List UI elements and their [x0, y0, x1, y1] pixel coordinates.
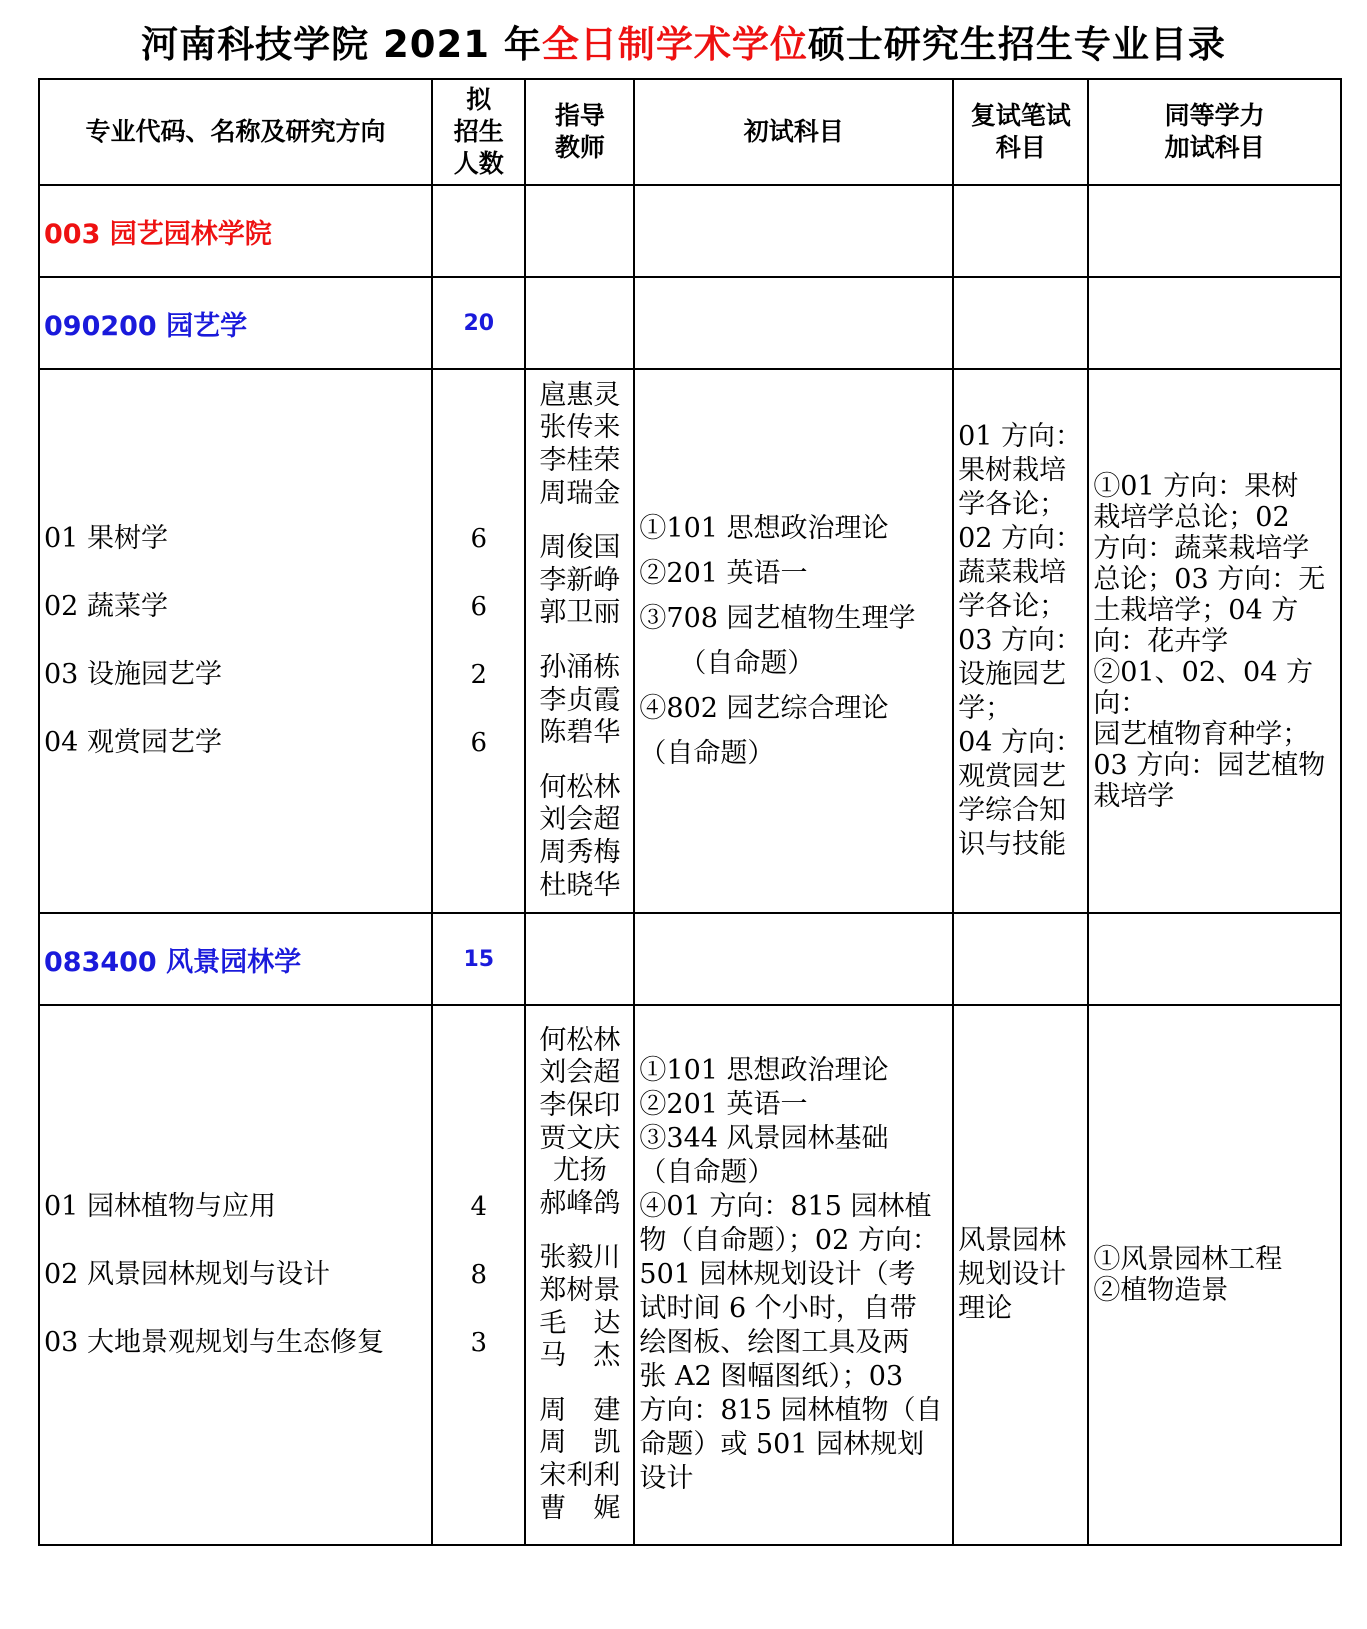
title-part-3: 硕士研究生招生专业目录 — [807, 23, 1226, 66]
retest-line: 识与技能 — [958, 829, 1067, 860]
retest-line: 03 方向： — [958, 625, 1083, 656]
teacher-name: 李贞霞 — [539, 684, 621, 716]
header-quota-line: 招生 — [453, 117, 504, 146]
retest-line: 理论 — [958, 1293, 1013, 1324]
teacher-name: 郝峰鸽 — [539, 1187, 621, 1219]
direction-item: 03 设施园艺学 — [44, 659, 222, 690]
equiv-line: 园艺植物育种学； — [1093, 718, 1310, 750]
direction-item: 01 果树学 — [44, 523, 168, 554]
equiv-line: 栽培学 — [1093, 780, 1175, 812]
direction-quota: 8 — [470, 1260, 488, 1290]
header-quota-line: 拟 — [466, 85, 492, 114]
direction-item: 03 大地景观规划与生态修复 — [44, 1327, 384, 1358]
major-row — [39, 913, 1341, 1005]
equiv-line: 土栽培学；04 方 — [1093, 594, 1299, 626]
exam-subject-line: 设计 — [639, 1463, 694, 1494]
header-retest-line: 复试笔试 — [970, 101, 1071, 130]
teacher-name: 杜晓华 — [539, 869, 621, 901]
direction-item: 02 风景园林规划与设计 — [44, 1259, 330, 1290]
teacher-name: 贾文庆 — [539, 1122, 621, 1154]
teacher-name: 周秀梅 — [539, 836, 621, 868]
header-row — [39, 79, 1341, 185]
college-row — [39, 185, 1341, 277]
major-quota: 20 — [432, 277, 525, 369]
direction-detail-row — [39, 369, 1341, 913]
direction-item: 02 蔬菜学 — [44, 591, 168, 622]
retest-subjects — [953, 369, 1088, 913]
exam-subject-line: 张 A2 图幅图纸）；03 — [639, 1361, 904, 1392]
teacher-name: 李保印 — [539, 1090, 621, 1122]
direction-quota: 6 — [470, 728, 488, 758]
college-name: 003 园艺园林学院 — [39, 185, 432, 277]
equiv-line: 向：花卉学 — [1093, 625, 1229, 657]
teacher-name: 何松林 — [539, 771, 621, 803]
retest-line: 学各论； — [958, 489, 1067, 520]
equiv-line: ②植物造景 — [1093, 1275, 1229, 1306]
teacher-name: 周 建 — [539, 1394, 621, 1426]
header-teacher — [525, 79, 634, 185]
equiv-subjects — [1088, 1005, 1341, 1545]
direction-item: 04 观赏园艺学 — [44, 727, 222, 758]
exam-subject-line: 501 园林规划设计（考 — [639, 1259, 916, 1290]
teacher-name: 周俊国 — [539, 532, 621, 564]
teacher-name: 刘会超 — [539, 804, 621, 836]
retest-line: 规划设计 — [958, 1259, 1067, 1290]
retest-line: 设施园艺 — [958, 659, 1067, 690]
retest-line: 学； — [958, 693, 1013, 724]
header-retest — [953, 79, 1088, 185]
direction-detail-row — [39, 1005, 1341, 1545]
direction-item: 01 园林植物与应用 — [44, 1191, 276, 1222]
teacher-name: 曹 娓 — [539, 1492, 621, 1524]
teacher-name: 宋利利 — [539, 1459, 621, 1491]
header-major: 专业代码、名称及研究方向 — [39, 79, 432, 185]
retest-subjects — [953, 1005, 1088, 1545]
header-retest-line: 科目 — [995, 133, 1046, 162]
exam-subject-line: ①101 思想政治理论 — [639, 513, 889, 544]
equiv-line: ②01、02、04 方向： — [1093, 656, 1313, 719]
exam-subject-line: 物（自命题）；02 方向： — [639, 1225, 939, 1256]
retest-line: 蔬菜栽培 — [958, 557, 1067, 588]
header-equiv-line: 同等学力 — [1164, 101, 1265, 130]
equiv-line: 03 方向：园艺植物 — [1093, 749, 1326, 781]
retest-line: 果树栽培 — [958, 455, 1067, 486]
direction-list — [39, 1005, 432, 1545]
teacher-name: 扈惠灵 — [539, 379, 621, 411]
direction-quota: 2 — [470, 660, 488, 690]
teacher-list — [525, 1005, 634, 1545]
exam-subject-line: ③708 园艺植物生理学 — [639, 603, 916, 634]
retest-line: 04 方向： — [958, 727, 1083, 758]
major-code-name: 090200 园艺学 — [39, 277, 432, 369]
teacher-name: 张传来 — [539, 412, 621, 444]
retest-line: 01 方向： — [958, 421, 1083, 452]
retest-line: 02 方向： — [958, 523, 1083, 554]
teacher-name: 李桂荣 — [539, 445, 621, 477]
teacher-name: 刘会超 — [539, 1057, 621, 1089]
major-code-name: 083400 风景园林学 — [39, 913, 432, 1005]
teacher-name: 周 凯 — [539, 1427, 621, 1459]
header-equiv — [1088, 79, 1341, 185]
teacher-name: 何松林 — [539, 1024, 621, 1056]
header-exam: 初试科目 — [634, 79, 953, 185]
direction-quota: 4 — [470, 1192, 488, 1222]
exam-subjects — [634, 369, 953, 913]
equiv-line: ①风景园林工程 — [1093, 1244, 1283, 1275]
teacher-name: 周瑞金 — [539, 477, 621, 509]
teacher-name: 孙涌栋 — [539, 652, 621, 683]
major-row — [39, 277, 1341, 369]
teacher-name: 张毅川 — [539, 1242, 621, 1274]
retest-line: 风景园林 — [958, 1225, 1067, 1256]
header-quota — [432, 79, 525, 185]
equiv-subjects — [1088, 369, 1341, 913]
exam-subject-line: ②201 英语一 — [639, 1089, 808, 1120]
title-part-1: 河南科技学院 2021 年 — [141, 23, 542, 66]
catalog-table — [38, 78, 1342, 1546]
teacher-list — [525, 369, 634, 913]
teacher-name: 毛 达 — [539, 1307, 621, 1339]
major-quota: 15 — [432, 913, 525, 1005]
exam-subject-line: ③344 风景园林基础 — [639, 1123, 889, 1154]
direction-quota: 6 — [470, 592, 488, 622]
teacher-name: 郑树景 — [539, 1275, 621, 1306]
direction-quota-list — [432, 369, 525, 913]
direction-quota: 6 — [470, 524, 488, 554]
header-teacher-line: 教师 — [554, 133, 605, 162]
teacher-name: 郭卫丽 — [539, 597, 621, 629]
teacher-name: 陈碧华 — [539, 717, 621, 749]
equiv-line: 栽培学总论；02 — [1093, 501, 1290, 533]
title-part-2-highlight: 全日制学术学位 — [541, 23, 808, 66]
exam-subject-line: 绘图板、绘图工具及两 — [639, 1327, 910, 1358]
exam-subject-line: 方向：815 园林植物（自 — [639, 1395, 943, 1426]
exam-subjects — [634, 1005, 953, 1545]
equiv-line: ①01 方向：果树 — [1093, 470, 1299, 502]
header-teacher-line: 指导 — [554, 101, 605, 130]
direction-quota: 3 — [470, 1328, 488, 1358]
exam-subject-line: ④01 方向：815 园林植 — [639, 1191, 932, 1222]
exam-subject-line: （自命题） — [679, 648, 815, 679]
retest-line: 学综合知 — [958, 795, 1067, 826]
teacher-name: 李新峥 — [539, 564, 621, 596]
exam-subject-line: ①101 思想政治理论 — [639, 1055, 889, 1086]
exam-subject-line: 试时间 6 个小时，自带 — [639, 1293, 917, 1324]
exam-subject-line: （自命题） — [639, 1157, 775, 1188]
direction-list — [39, 369, 432, 913]
direction-quota-list — [432, 1005, 525, 1545]
exam-subject-line: （自命题） — [639, 738, 775, 769]
exam-subject-line: ④802 园艺综合理论 — [639, 693, 889, 724]
teacher-name: 马 杰 — [539, 1340, 621, 1372]
page-title — [0, 14, 1367, 68]
retest-line: 观赏园艺 — [958, 761, 1067, 792]
equiv-line: 方向：蔬菜栽培学 — [1093, 532, 1310, 564]
equiv-line: 总论；03 方向：无 — [1093, 563, 1326, 595]
exam-subject-line: ②201 英语一 — [639, 558, 808, 589]
exam-subject-line: 命题）或 501 园林规划 — [639, 1429, 925, 1460]
header-quota-line: 人数 — [453, 149, 504, 178]
retest-line: 学各论； — [958, 591, 1067, 622]
teacher-name: 尤扬 — [552, 1155, 607, 1187]
header-equiv-line: 加试科目 — [1164, 133, 1265, 162]
